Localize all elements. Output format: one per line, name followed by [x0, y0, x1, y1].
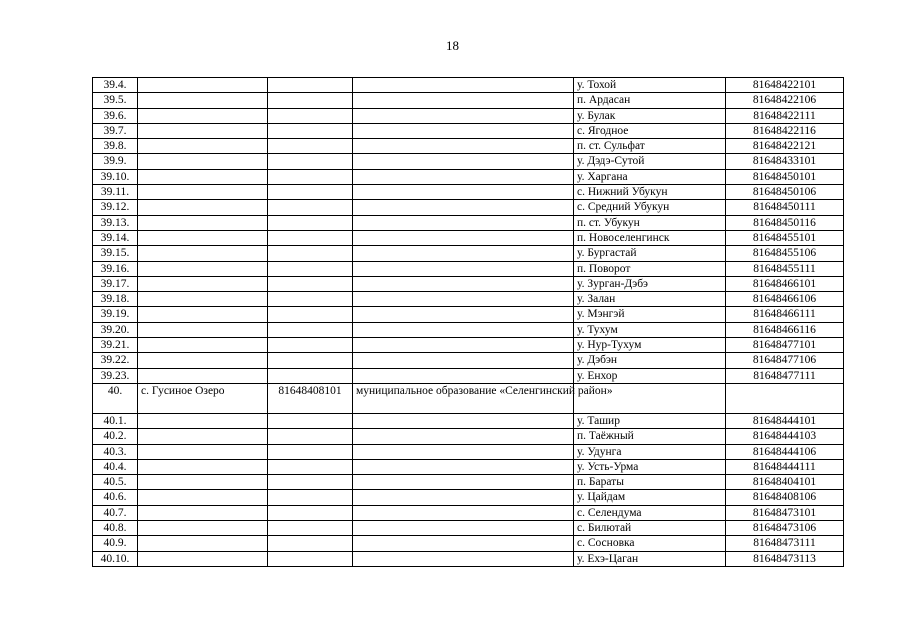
- admin-center-cell: [138, 215, 268, 230]
- okato-code-cell: 81648477101: [726, 338, 844, 353]
- municipality-cell: [353, 429, 574, 444]
- okato-code-cell: 81648422101: [726, 78, 844, 93]
- municipality-cell: [353, 475, 574, 490]
- row-number-cell: 40.4.: [93, 459, 138, 474]
- admin-center-cell: [138, 276, 268, 291]
- settlement-cell: с. Селендума: [574, 505, 726, 520]
- settlement-cell: п. ст. Сульфат: [574, 139, 726, 154]
- center-code-cell: [268, 322, 353, 337]
- center-code-cell: [268, 123, 353, 138]
- row-number-cell: 40.9.: [93, 536, 138, 551]
- settlement-cell: у. Ехэ-Цаган: [574, 551, 726, 566]
- row-number-cell: 39.13.: [93, 215, 138, 230]
- row-number-cell: 40.10.: [93, 551, 138, 566]
- okato-code-cell: 81648450116: [726, 215, 844, 230]
- table-row: [93, 261, 844, 276]
- okato-code-cell: 81648422106: [726, 93, 844, 108]
- municipality-cell: [353, 459, 574, 474]
- admin-center-cell: [138, 505, 268, 520]
- table-row: [93, 536, 844, 551]
- table-row: [93, 459, 844, 474]
- center-code-cell: [268, 154, 353, 169]
- table-row: [93, 368, 844, 383]
- center-code-cell: [268, 444, 353, 459]
- admin-center-cell: [138, 78, 268, 93]
- admin-center-cell: [138, 185, 268, 200]
- okato-code-cell: 81648450101: [726, 169, 844, 184]
- okato-code-cell: 81648408106: [726, 490, 844, 505]
- center-code-cell: [268, 413, 353, 428]
- admin-center-cell: [138, 475, 268, 490]
- admin-center-cell: [138, 123, 268, 138]
- row-number-cell: 39.22.: [93, 353, 138, 368]
- settlement-cell: с. Средний Убукун: [574, 200, 726, 215]
- center-code-cell: [268, 139, 353, 154]
- center-code-cell: [268, 78, 353, 93]
- admin-center-cell: [138, 154, 268, 169]
- okato-code-cell: 81648466101: [726, 276, 844, 291]
- municipality-cell: [353, 307, 574, 322]
- okato-code-cell: 81648422121: [726, 139, 844, 154]
- settlement-cell: п. Новоселенгинск: [574, 230, 726, 245]
- center-code-cell: [268, 185, 353, 200]
- center-code-cell: [268, 261, 353, 276]
- settlement-cell: у. Енхор: [574, 368, 726, 383]
- table-row: [93, 521, 844, 536]
- municipality-cell: [353, 123, 574, 138]
- center-code-cell: [268, 429, 353, 444]
- admin-center-cell: [138, 368, 268, 383]
- municipality-cell: муниципальное образование «Селенгинский район»: [353, 383, 574, 413]
- settlement-cell: у. Цайдам: [574, 490, 726, 505]
- municipality-cell: [353, 536, 574, 551]
- center-code-cell: [268, 536, 353, 551]
- table-row: [93, 413, 844, 428]
- municipality-cell: [353, 368, 574, 383]
- admin-center-cell: [138, 108, 268, 123]
- row-number-cell: 39.10.: [93, 169, 138, 184]
- admin-center-cell: [138, 490, 268, 505]
- municipality-cell: [353, 230, 574, 245]
- admin-center-cell: [138, 353, 268, 368]
- admin-center-cell: [138, 536, 268, 551]
- table-row: [93, 353, 844, 368]
- center-code-cell: [268, 368, 353, 383]
- okato-code-cell: 81648455111: [726, 261, 844, 276]
- municipality-cell: [353, 261, 574, 276]
- row-number-cell: 39.19.: [93, 307, 138, 322]
- okato-code-cell: 81648433101: [726, 154, 844, 169]
- center-code-cell: [268, 246, 353, 261]
- municipality-cell: [353, 505, 574, 520]
- admin-center-cell: [138, 93, 268, 108]
- settlement-cell: п. Таёжный: [574, 429, 726, 444]
- municipality-cell: [353, 246, 574, 261]
- okato-code-cell: 81648455106: [726, 246, 844, 261]
- center-code-cell: [268, 459, 353, 474]
- settlement-cell: у. Усть-Урма: [574, 459, 726, 474]
- municipality-cell: [353, 292, 574, 307]
- settlement-cell: у. Ташир: [574, 413, 726, 428]
- settlement-cell: у. Залан: [574, 292, 726, 307]
- admin-center-cell: [138, 292, 268, 307]
- okato-code-cell: 81648466116: [726, 322, 844, 337]
- table-row: [93, 215, 844, 230]
- municipality-cell: [353, 413, 574, 428]
- row-number-cell: 40.: [93, 383, 138, 413]
- table-row: [93, 200, 844, 215]
- table-row: [93, 154, 844, 169]
- row-number-cell: 39.4.: [93, 78, 138, 93]
- settlement-cell: у. Бургастай: [574, 246, 726, 261]
- admin-center-cell: с. Гусиное Озеро: [138, 383, 268, 413]
- municipality-cell: [353, 139, 574, 154]
- center-code-cell: [268, 108, 353, 123]
- municipality-cell: [353, 490, 574, 505]
- row-number-cell: 39.12.: [93, 200, 138, 215]
- admin-center-cell: [138, 169, 268, 184]
- table-row: [93, 490, 844, 505]
- table-row: [93, 444, 844, 459]
- center-code-cell: [268, 551, 353, 566]
- admin-center-cell: [138, 459, 268, 474]
- table-body: [93, 78, 844, 567]
- okato-code-cell: 81648444101: [726, 413, 844, 428]
- row-number-cell: 39.21.: [93, 338, 138, 353]
- table-row: [93, 93, 844, 108]
- municipality-cell: [353, 154, 574, 169]
- municipality-cell: [353, 78, 574, 93]
- row-number-cell: 39.6.: [93, 108, 138, 123]
- table-row: [93, 322, 844, 337]
- admin-center-cell: [138, 230, 268, 245]
- row-number-cell: 40.2.: [93, 429, 138, 444]
- okato-code-cell: 81648422111: [726, 108, 844, 123]
- row-number-cell: 40.7.: [93, 505, 138, 520]
- table-row: [93, 383, 844, 413]
- okato-code-cell: 81648444106: [726, 444, 844, 459]
- settlement-cell: у. Харгана: [574, 169, 726, 184]
- okato-code-cell: 81648444111: [726, 459, 844, 474]
- okato-code-cell: 81648466111: [726, 307, 844, 322]
- okato-code-cell: 81648473106: [726, 521, 844, 536]
- table-row: [93, 169, 844, 184]
- table-row: [93, 276, 844, 291]
- table-row: [93, 338, 844, 353]
- table-row: [93, 246, 844, 261]
- okato-code-cell: 81648404101: [726, 475, 844, 490]
- admin-center-cell: [138, 200, 268, 215]
- settlement-cell: у. Дэдэ-Сутой: [574, 154, 726, 169]
- admin-center-cell: [138, 444, 268, 459]
- table-row: [93, 230, 844, 245]
- center-code-cell: [268, 276, 353, 291]
- row-number-cell: 39.8.: [93, 139, 138, 154]
- settlement-cell: у. Тухум: [574, 322, 726, 337]
- municipality-cell: [353, 185, 574, 200]
- center-code-cell: [268, 200, 353, 215]
- row-number-cell: 40.3.: [93, 444, 138, 459]
- table-row: [93, 429, 844, 444]
- okato-code-cell: 81648473101: [726, 505, 844, 520]
- row-number-cell: 39.14.: [93, 230, 138, 245]
- settlement-cell: с. Нижний Убукун: [574, 185, 726, 200]
- admin-center-cell: [138, 521, 268, 536]
- center-code-cell: [268, 292, 353, 307]
- settlement-cell: у. Зурган-Дэбэ: [574, 276, 726, 291]
- table-row: [93, 139, 844, 154]
- okato-code-cell: 81648455101: [726, 230, 844, 245]
- center-code-cell: [268, 93, 353, 108]
- settlement-cell: с. Сосновка: [574, 536, 726, 551]
- municipality-cell: [353, 322, 574, 337]
- center-code-cell: [268, 353, 353, 368]
- municipality-cell: [353, 521, 574, 536]
- center-code-cell: [268, 307, 353, 322]
- row-number-cell: 39.16.: [93, 261, 138, 276]
- settlement-cell: у. Удунга: [574, 444, 726, 459]
- table-row: [93, 185, 844, 200]
- center-code-cell: 81648408101: [268, 383, 353, 413]
- admin-center-cell: [138, 246, 268, 261]
- settlement-cell: с. Ягодное: [574, 123, 726, 138]
- row-number-cell: 39.18.: [93, 292, 138, 307]
- table-row: [93, 307, 844, 322]
- table-row: [93, 78, 844, 93]
- okato-code-cell: 81648477106: [726, 353, 844, 368]
- row-number-cell: 39.9.: [93, 154, 138, 169]
- settlement-cell: у. Дэбэн: [574, 353, 726, 368]
- table-row: [93, 123, 844, 138]
- center-code-cell: [268, 230, 353, 245]
- row-number-cell: 40.5.: [93, 475, 138, 490]
- municipality-cell: [353, 444, 574, 459]
- municipality-cell: [353, 215, 574, 230]
- center-code-cell: [268, 505, 353, 520]
- row-number-cell: 39.7.: [93, 123, 138, 138]
- municipality-cell: [353, 169, 574, 184]
- table-row: [93, 475, 844, 490]
- okato-code-cell: 81648422116: [726, 123, 844, 138]
- center-code-cell: [268, 169, 353, 184]
- page-number: 18: [446, 38, 459, 53]
- row-number-cell: 39.23.: [93, 368, 138, 383]
- okato-code-cell: 81648473113: [726, 551, 844, 566]
- admin-center-cell: [138, 429, 268, 444]
- settlement-cell: п. Поворот: [574, 261, 726, 276]
- settlement-cell: с. Билютай: [574, 521, 726, 536]
- row-number-cell: 39.11.: [93, 185, 138, 200]
- municipality-cell: [353, 353, 574, 368]
- center-code-cell: [268, 521, 353, 536]
- admin-center-cell: [138, 551, 268, 566]
- settlement-cell: п. Бараты: [574, 475, 726, 490]
- row-number-cell: 40.1.: [93, 413, 138, 428]
- row-number-cell: 39.17.: [93, 276, 138, 291]
- municipality-cell: [353, 551, 574, 566]
- settlement-cell: у. Мэнгэй: [574, 307, 726, 322]
- row-number-cell: 39.15.: [93, 246, 138, 261]
- settlement-cell: у. Булак: [574, 108, 726, 123]
- row-number-cell: 39.20.: [93, 322, 138, 337]
- settlement-cell: п. Ардасан: [574, 93, 726, 108]
- admin-center-cell: [138, 261, 268, 276]
- center-code-cell: [268, 215, 353, 230]
- okato-code-cell: 81648477111: [726, 368, 844, 383]
- settlement-cell: п. ст. Убукун: [574, 215, 726, 230]
- okato-code-cell: 81648450111: [726, 200, 844, 215]
- row-number-cell: 40.8.: [93, 521, 138, 536]
- okato-code-cell: [726, 383, 844, 413]
- okato-code-cell: 81648450106: [726, 185, 844, 200]
- admin-center-cell: [138, 322, 268, 337]
- admin-center-cell: [138, 307, 268, 322]
- municipality-cell: [353, 338, 574, 353]
- row-number-cell: 40.6.: [93, 490, 138, 505]
- center-code-cell: [268, 490, 353, 505]
- okato-code-cell: 81648444103: [726, 429, 844, 444]
- admin-center-cell: [138, 139, 268, 154]
- admin-center-cell: [138, 338, 268, 353]
- table-row: [93, 292, 844, 307]
- row-number-cell: 39.5.: [93, 93, 138, 108]
- municipality-cell: [353, 108, 574, 123]
- settlement-cell: у. Нур-Тухум: [574, 338, 726, 353]
- table-row: [93, 551, 844, 566]
- municipality-cell: [353, 276, 574, 291]
- okato-code-cell: 81648473111: [726, 536, 844, 551]
- municipality-cell: [353, 93, 574, 108]
- center-code-cell: [268, 338, 353, 353]
- okato-code-cell: 81648466106: [726, 292, 844, 307]
- table-row: [93, 108, 844, 123]
- center-code-cell: [268, 475, 353, 490]
- settlements-table: [92, 77, 844, 567]
- table-row: [93, 505, 844, 520]
- settlement-cell: у. Тохой: [574, 78, 726, 93]
- admin-center-cell: [138, 413, 268, 428]
- municipality-cell: [353, 200, 574, 215]
